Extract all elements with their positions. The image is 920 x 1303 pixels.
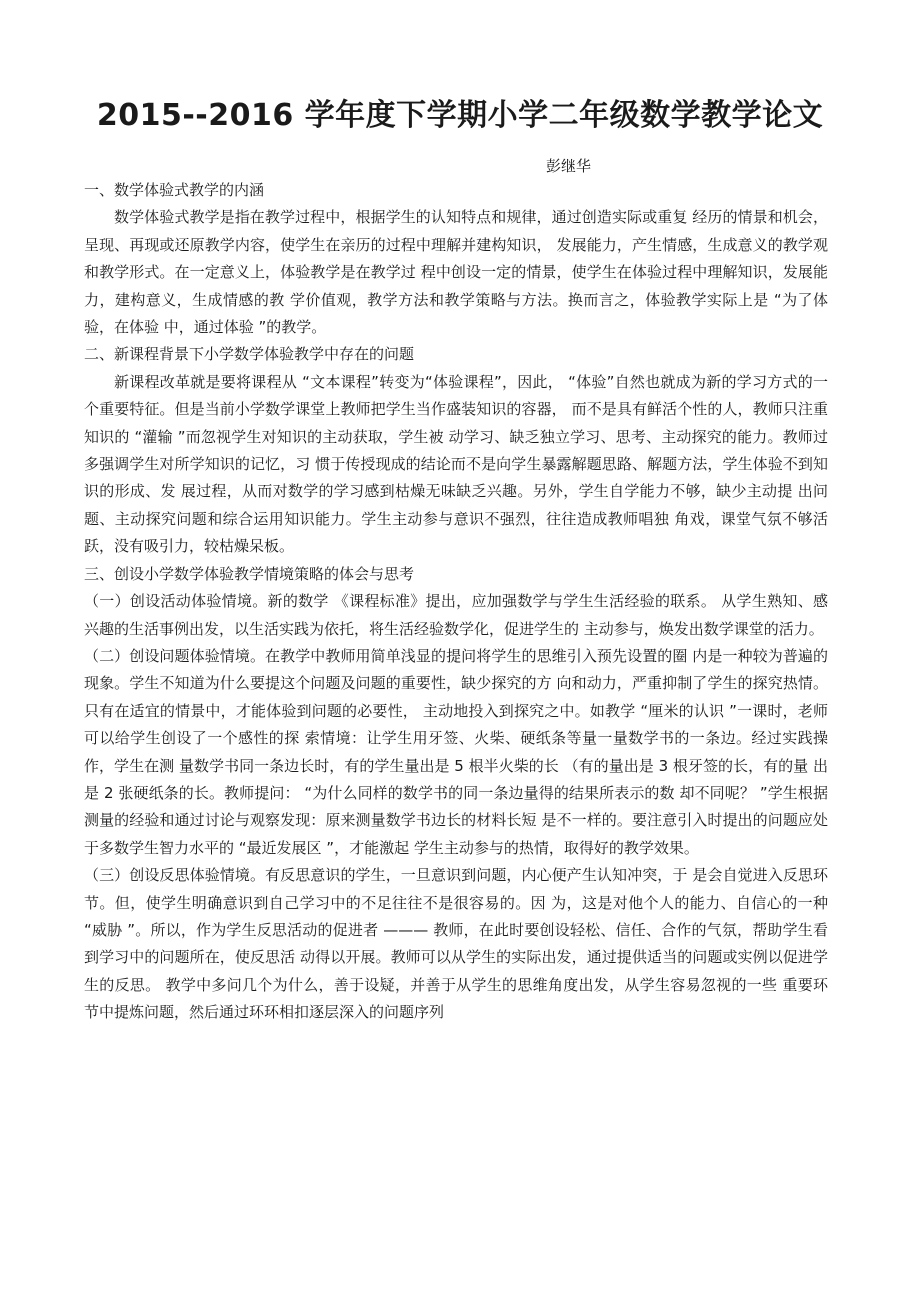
section-heading-1: 一、数学体验式教学的内涵 <box>84 181 265 199</box>
section-paragraph-2: 新课程改革就是要将课程从 “文本课程”转变为“体验课程”，因此， “体验”自然也就成为新的学习方式的一个重要特征。但是当前小学数学课堂上教师把学生当作盛装知识的容器， 而不是具有鲜活个性的人，教师只注重知识的 “灌输 ”而忽视学生对知识的主动获取，学生被 动学习、缺乏独立学习、思考、主动探究的能力。教师过多强调学生对所学知识的记忆，习 惯于传授现成的结论而不是向学生暴露解题思路、解题方法，学生体验不到知识的形成、发 展过程，从而对数学的学习感到枯燥无味缺乏兴趣。另外，学生自学能力不够，缺少主动提 出问题、主动探究问题和综合运用知识能力。学生主动参与意识不强烈，往往造成教师唱独 角戏，课堂气氛不够活跃，没有吸引力，较枯燥呆板。 <box>84 372 828 556</box>
section-heading-3: 三、创设小学数学体验教学情境策略的体会与思考 <box>84 564 415 583</box>
document-body <box>84 177 828 1027</box>
document-title: 2015--2016 学年度下学期小学二年级数学教学论文 <box>96 98 824 133</box>
subsection-paragraph-1: （一）创设活动体验情境。新的数学 《课程标准》提出，应加强数学与学生生活经验的联系。 从学生熟知、感兴趣的生活事例出发，以生活实践为依托，将生活经验数学化，促进学生的 主动参与，焕发出数学课堂的活力。 <box>84 592 828 638</box>
subsection-paragraph-3: （三）创设反思体验情境。有反思意识的学生，一旦意识到问题，内心便产生认知冲突，于 是会自觉进入反思环节。但，使学生明确意识到自己学习中的不足往往不是很容易的。因 为，这是对他个人的能力、自信心的一种 “威胁 ”。所以，作为学生反思活动的促进者 ——— 教师，在此时要创设轻松、信任、合作的气氛，帮助学生看到学习中的问题所在，使反思活 动得以开展。教师可以从学生的实际出发，通过提供适当的问题或实例以促进学生的反思。 教学中多问几个为什么，善于设疑，并善于从学生的思维角度出发，从学生容易忽视的一些 重要环节中提炼问题，然后通过环环相扣逐层深入的问题序列 <box>84 866 828 1022</box>
section-paragraph-1: 数学体验式教学是指在教学过程中，根据学生的认知特点和规律，通过创造实际或重复 经历的情景和机会，呈现、再现或还原教学内容，使学生在亲历的过程中理解并建构知识， 发展能力，产生情感，生成意义的教学观和教学形式。在一定意义上，体验教学是在教学过 程中创设一定的情景，使学生在体验过程中理解知识，发展能力，建构意义，生成情感的教 学价值观，教学方法和教学策略与方法。换而言之，体验教学实际上是 “为了体验，在体验 中，通过体验 ”的教学。 <box>84 208 828 337</box>
author-name: 彭继华 <box>546 157 592 175</box>
subsection-paragraph-2: （二）创设问题体验情境。在教学中教师用简单浅显的提问将学生的思维引入预先设置的圈 内是一种较为普遍的现象。学生不知道为什么要提这个问题及问题的重要性，缺少探究的方 向和动力，严重抑制了学生的探究热情。只有在适宜的情景中，才能体验到问题的必要性， 主动地投入到探究之中。如教学 “厘米的认识 ”一课时，老师可以给学生创设了一个感性的探 索情境：让学生用牙签、火柴、硬纸条等量一量数学书的一条边。经过实践操作，学生在测 量数学书同一条边长时，有的学生量出是 5 根半火柴的长 （有的量出是 3 根牙签的长，有的量 出是 2 张硬纸条的长。教师提问： “为什么同样的数学书的同一条边量得的结果所表示的数 却不同呢？ ”学生根据测量的经验和通过讨论与观察发现：原来测量数学书边长的材料长短 是不一样的。要注意引入时提出的问题应处于多数学生智力水平的 “最近发展区 ”，才能激起 学生主动参与的热情，取得好的教学效果。 <box>84 646 828 857</box>
section-heading-2: 二、新课程背景下小学数学体验教学中存在的问题 <box>84 345 415 364</box>
